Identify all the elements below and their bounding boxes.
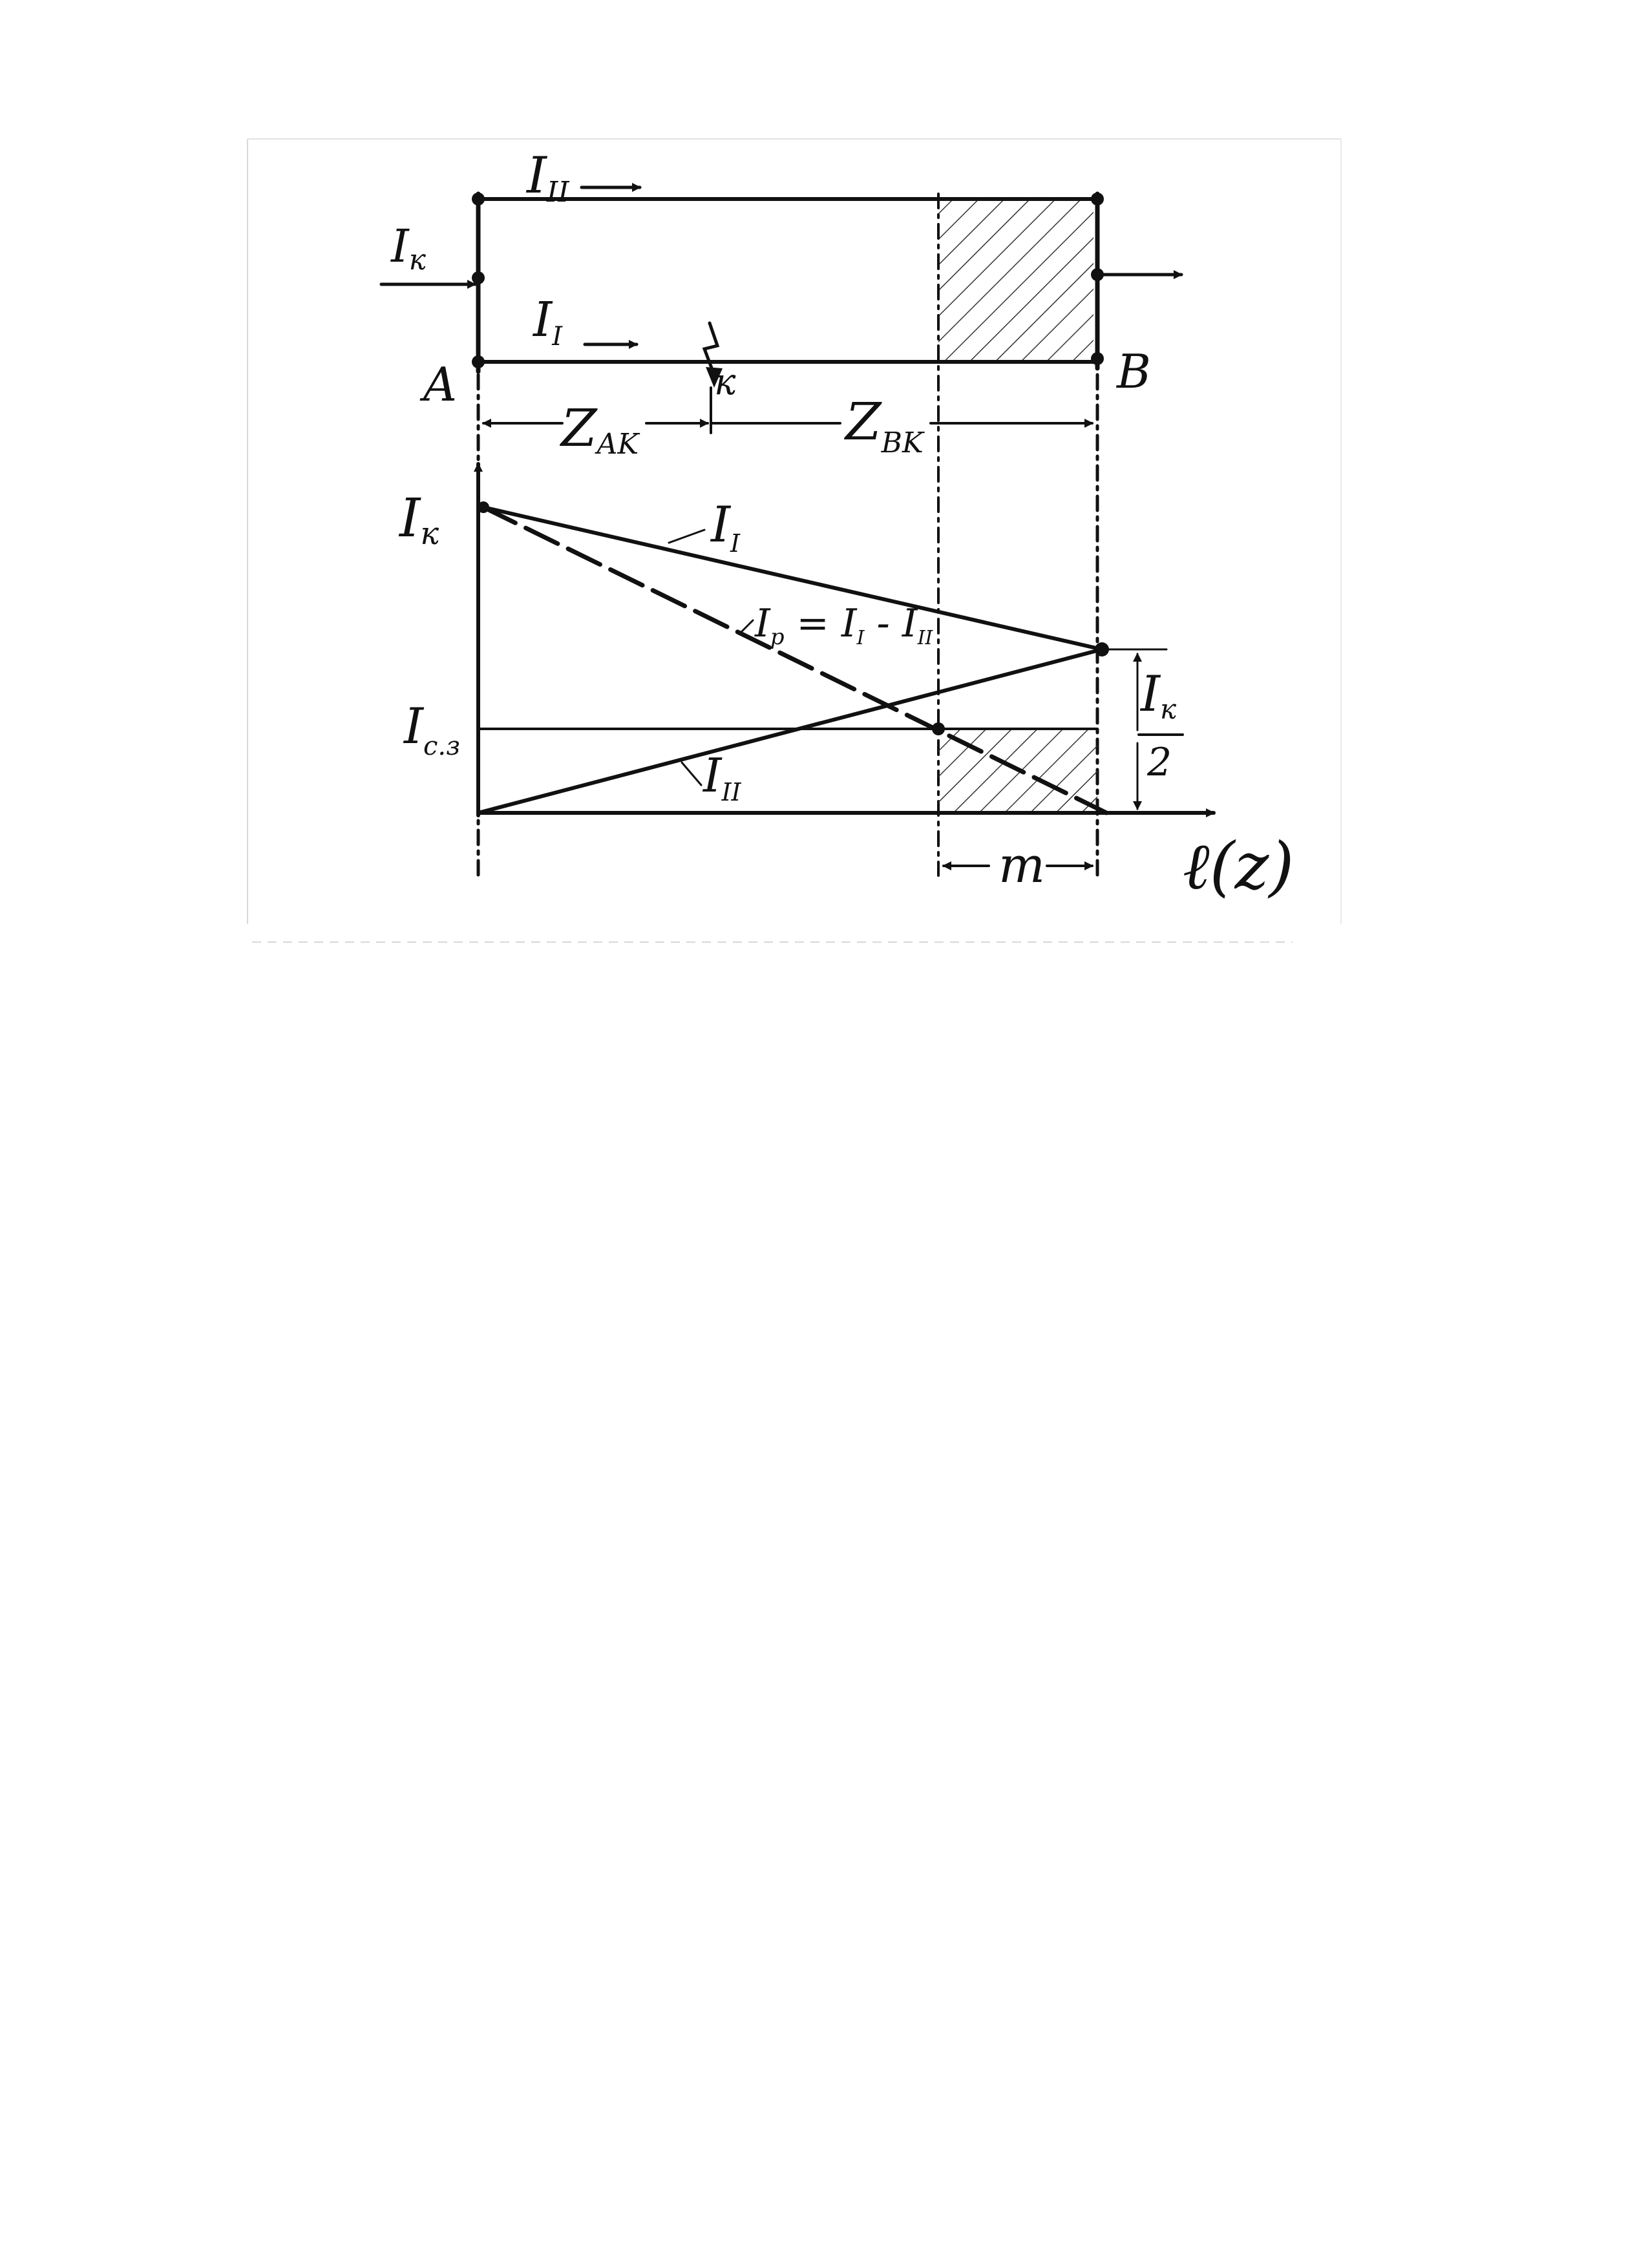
label-current-I: II: [533, 292, 563, 352]
label-half-ik-den: 2: [1147, 740, 1172, 785]
node-a-mid: [472, 271, 485, 284]
label-current-k: Iк: [391, 220, 426, 277]
node-a-top: [472, 193, 485, 205]
node-b-top: [1091, 193, 1104, 205]
hatched-zone-top: [938, 199, 1093, 362]
label-point-A: A: [423, 357, 457, 412]
point-m-start: [932, 722, 945, 735]
label-fault-k: к: [714, 361, 736, 403]
curve-Ip: [483, 507, 1106, 813]
label-z-bk: $Z_{BK}$: [845, 392, 924, 459]
label-curve-I: $I_I$: [711, 496, 741, 558]
current-graph: [398, 464, 1294, 904]
label-point-B: B: [1117, 344, 1151, 399]
label-curve-II: III: [703, 748, 741, 806]
node-b-bottom: [1091, 352, 1104, 365]
label-axis-ik: Iк: [399, 488, 439, 552]
circuit-schematic: [381, 147, 1181, 412]
label-zone-m: m: [998, 836, 1046, 894]
label-axis-x: ℓ(z): [1183, 828, 1294, 904]
label-half-ik: Iк: [1141, 665, 1177, 725]
point-ik: [478, 501, 489, 513]
label-current-II: III: [527, 147, 569, 209]
label-axis-ics: $I_{с.з}$: [404, 697, 460, 761]
label-curve-Ip: $I_р = I_I - I_{II}$: [755, 601, 933, 650]
label-z-ak: ZAK: [561, 398, 639, 461]
node-a-bottom: [472, 355, 485, 368]
